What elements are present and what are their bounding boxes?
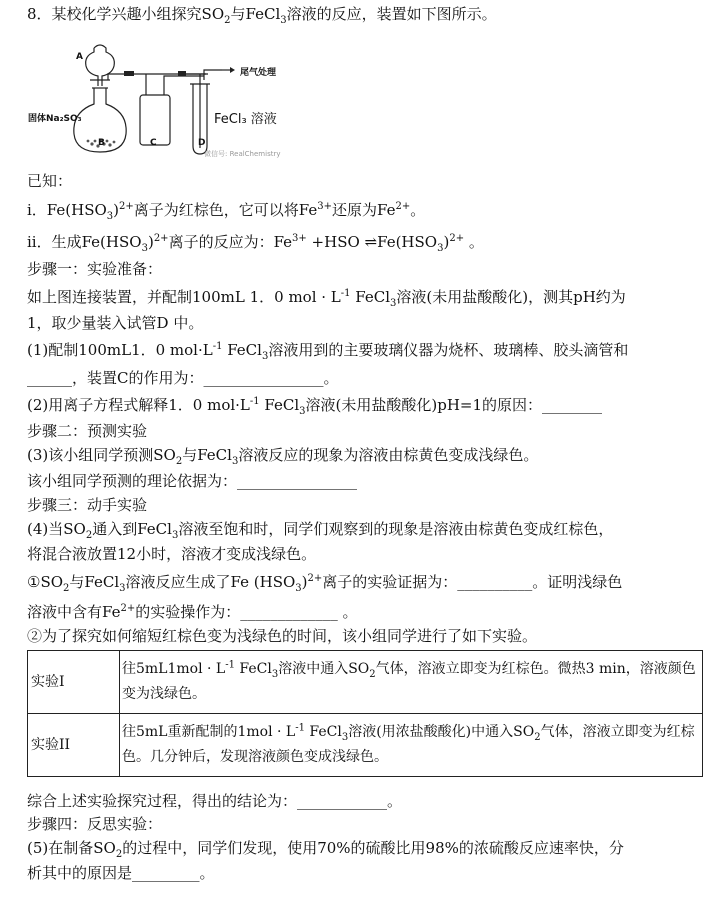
experiment-name: 实验II	[28, 714, 120, 777]
question-title: 8．某校化学兴趣小组探究$SO_2$与FeCl$_3$溶液的反应，装置如下图所示。	[27, 5, 497, 26]
label-a: A	[76, 52, 83, 62]
experiment-name: 实验I	[28, 651, 120, 714]
step2-heading: 步骤二：预测实验	[27, 422, 148, 440]
table-row	[28, 651, 703, 714]
question-5-line2: 析其中的原因是_________。	[27, 864, 215, 882]
experiment-table	[27, 650, 703, 777]
question-4-line2: 将混合液放置12小时，溶液才变成浅绿色。	[27, 545, 317, 563]
question-4-line1: (4)当$SO_2$通入到FeCl$_3$溶液至饱和时，同学们观察到的现象是溶液由棕黄色变成红棕色，	[27, 520, 614, 541]
question-5-line1: (5)在制备$SO_2$的过程中，同学们发现，使用70%的硫酸比用98%的浓硫酸反应速率快，分	[27, 839, 624, 860]
step3-heading: 步骤三：动手实验	[27, 496, 148, 514]
step1-para-line2: 1，取少量装入试管D 中。	[27, 314, 204, 332]
experiment-description: 往$5mL1mol \cdot L^{-1}$ FeCl$_3$溶液中通入$SO_2$气体，溶液立即变为红棕色。微热3 min，溶液颜色变为浅绿色。	[120, 651, 703, 714]
step1-heading: 步骤一：实验准备：	[27, 260, 163, 278]
question-3-line2: 该小组同学预测的理论依据为：________________	[27, 472, 358, 490]
known-item-i: i．$Fe(HSO_3)^{2+}$离子为红棕色，它可以将$Fe^{3+}$还原为$Fe^{2+}$。	[27, 201, 426, 222]
step4-heading: 步骤四：反思实验：	[27, 815, 163, 833]
sub-question-1-line2: 溶液中含有$Fe^{2+}$的实验操作为：_____________ 。	[27, 603, 358, 621]
watermark: 微信号: RealChemistry	[204, 150, 281, 158]
label-fecl3-solution: FeCl₃ 溶液	[214, 112, 277, 127]
table-row	[28, 714, 703, 777]
apparatus-diagram	[28, 40, 318, 165]
known-heading: 已知：	[27, 172, 73, 190]
label-d: D	[198, 138, 206, 148]
step1-para-line1: 如上图连接装置，并配制100mL 1．0 mol · $L^{-1}$ FeCl$_3$溶液(未用盐酸酸化)，测其pH约为	[27, 288, 626, 309]
label-tail-gas: 尾气处理	[240, 68, 277, 78]
question-2: (2)用离子方程式解释1．0 $mol\cdot L^{-1}$ FeCl$_3$溶液(未用盐酸酸化)pH=1的原因：________	[27, 396, 603, 417]
apparatus-drawing	[28, 40, 318, 165]
label-b: B	[98, 138, 105, 148]
conclusion: 综合上述实验探究过程，得出的结论为：____________。	[27, 792, 403, 810]
question-1-line2: ______，装置C的作用为：________________。	[27, 369, 339, 387]
sub-question-2: ②为了探究如何缩短红棕色变为浅绿色的时间，该小组同学进行了如下实验。	[27, 627, 538, 645]
label-solid: 固体Na₂SO₃	[28, 114, 82, 124]
question-3-line1: (3)该小组同学预测$SO_2$与FeCl$_3$溶液反应的现象为溶液由棕黄色变成浅绿色。	[27, 446, 539, 467]
question-1-line1: (1)配制100mL1．0 $mol\cdot L^{-1}$ FeCl$_3$溶液用到的主要玻璃仪器为烧杯、玻璃棒、胶头滴管和	[27, 341, 629, 362]
sub-question-1-line1: $①SO_2$与FeCl$_3$溶液反应生成了Fe $(HSO_3)^{2+}$离子的实验证据为：__________。证明浅绿色	[27, 573, 623, 594]
experiment-description: 往5mL重新配制的$1mol \cdot L^{-1}$ FeCl$_3$溶液(用浓盐酸酸化)中通入$SO_2$气体，溶液立即变为红棕色。几分钟后，发现溶液颜色变成浅绿色。	[120, 714, 703, 777]
known-item-ii: ii．生成$Fe(HSO_3)^{2+}$离子的反应为：$Fe^{3+} +HSO$ $\rightleftharpoons Fe(HSO_3)^{2+}$ 。	[27, 233, 484, 254]
label-c: C	[150, 138, 157, 148]
